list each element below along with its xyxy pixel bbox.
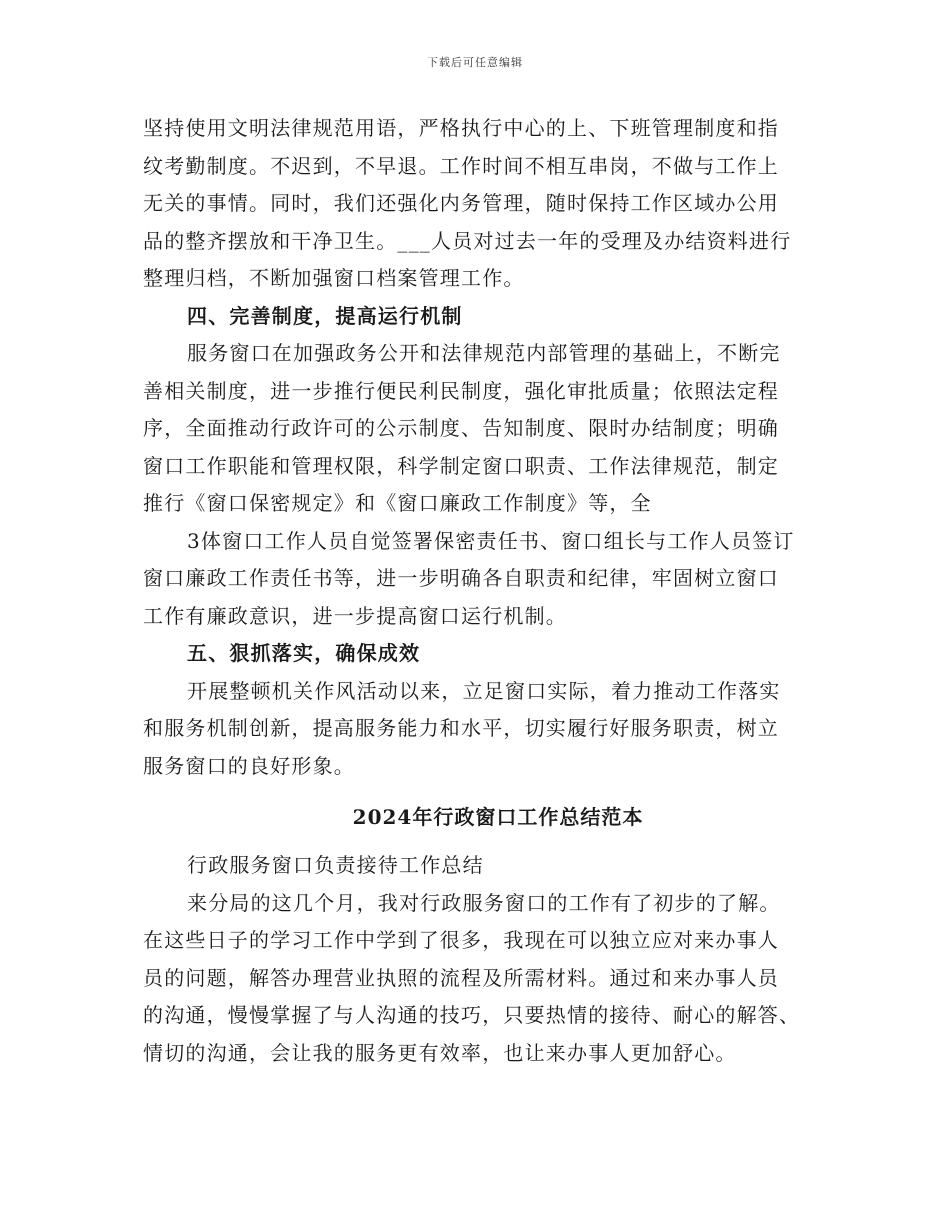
paragraph-line: 序，全面推动行政许可的公示制度、告知制度、限时办结制度；明确: [143, 416, 779, 440]
subtitle-line: 行政服务窗口负责接待工作总结: [187, 853, 484, 877]
paragraph-line: 坚持使用文明法律规范用语，严格执行中心的上、下班管理制度和指: [143, 116, 779, 140]
document-title: 2024年行政窗口工作总结范本: [352, 805, 644, 829]
paragraph-line: 无关的事情。同时，我们还强化内务管理，随时保持工作区域办公用: [143, 191, 779, 215]
paragraph-line: 员的问题，解答办理营业执照的流程及所需材料。通过和来办事人员: [143, 965, 779, 990]
document-body: [143, 110, 823, 1072]
paragraph-line: 窗口廉政工作责任书等，进一步明确各自职责和纪律，牢固树立窗口: [143, 566, 779, 590]
paragraph-line: 情切的沟通，会让我的服务更有效率，也让来办事人更加舒心。: [143, 1040, 737, 1065]
paragraph-line: 工作有廉政意识，进一步提高窗口运行机制。: [143, 603, 567, 628]
paragraph-line: 推行《窗口保密规定》和《窗口廉政工作制度》等，全: [143, 491, 652, 515]
header-note: 下载后可任意编辑: [427, 56, 523, 69]
section-heading-4: 四、完善制度，提高运行机制: [187, 303, 463, 328]
paragraph-line: 和服务机制创新，提高服务能力和水平，切实履行好服务职责，树立: [143, 716, 779, 740]
paragraph-line: 服务窗口的良好形象。: [143, 753, 355, 778]
paragraph-line: 纹考勤制度。不迟到，不早退。工作时间不相互串岗，不做与工作上: [143, 153, 779, 178]
paragraph-line: 窗口工作职能和管理权限，科学制定窗口职责、工作法律规范，制定: [143, 453, 779, 478]
paragraph-line: 服务窗口在加强政务公开和法律规范内部管理的基础上，不断完: [187, 341, 781, 365]
paragraph-line: 品的整齐摆放和干净卫生。___人员对过去一年的受理及办结资料进行: [143, 228, 792, 253]
paragraph-line: 开展整顿机关作风活动以来，立足窗口实际，着力推动工作落实: [187, 678, 781, 703]
paragraph-line: 善相关制度，进一步推行便民利民制度，强化审批质量；依照法定程: [143, 378, 779, 403]
paragraph-line: 整理归档，不断加强窗口档案管理工作。: [143, 266, 525, 290]
paragraph-line: 3体窗口工作人员自觉签署保密责任书、窗口组长与工作人员签订: [187, 528, 795, 553]
section-heading-5: 五、狠抓落实，确保成效: [187, 641, 421, 665]
paragraph-line: 来分局的这几个月，我对行政服务窗口的工作有了初步的了解。: [187, 890, 781, 915]
paragraph-line: 的沟通，慢慢掌握了与人沟通的技巧，只要热情的接待、耐心的解答、: [143, 1003, 801, 1027]
paragraph-line: 在这些日子的学习工作中学到了很多，我现在可以独立应对来办事人: [143, 928, 779, 952]
